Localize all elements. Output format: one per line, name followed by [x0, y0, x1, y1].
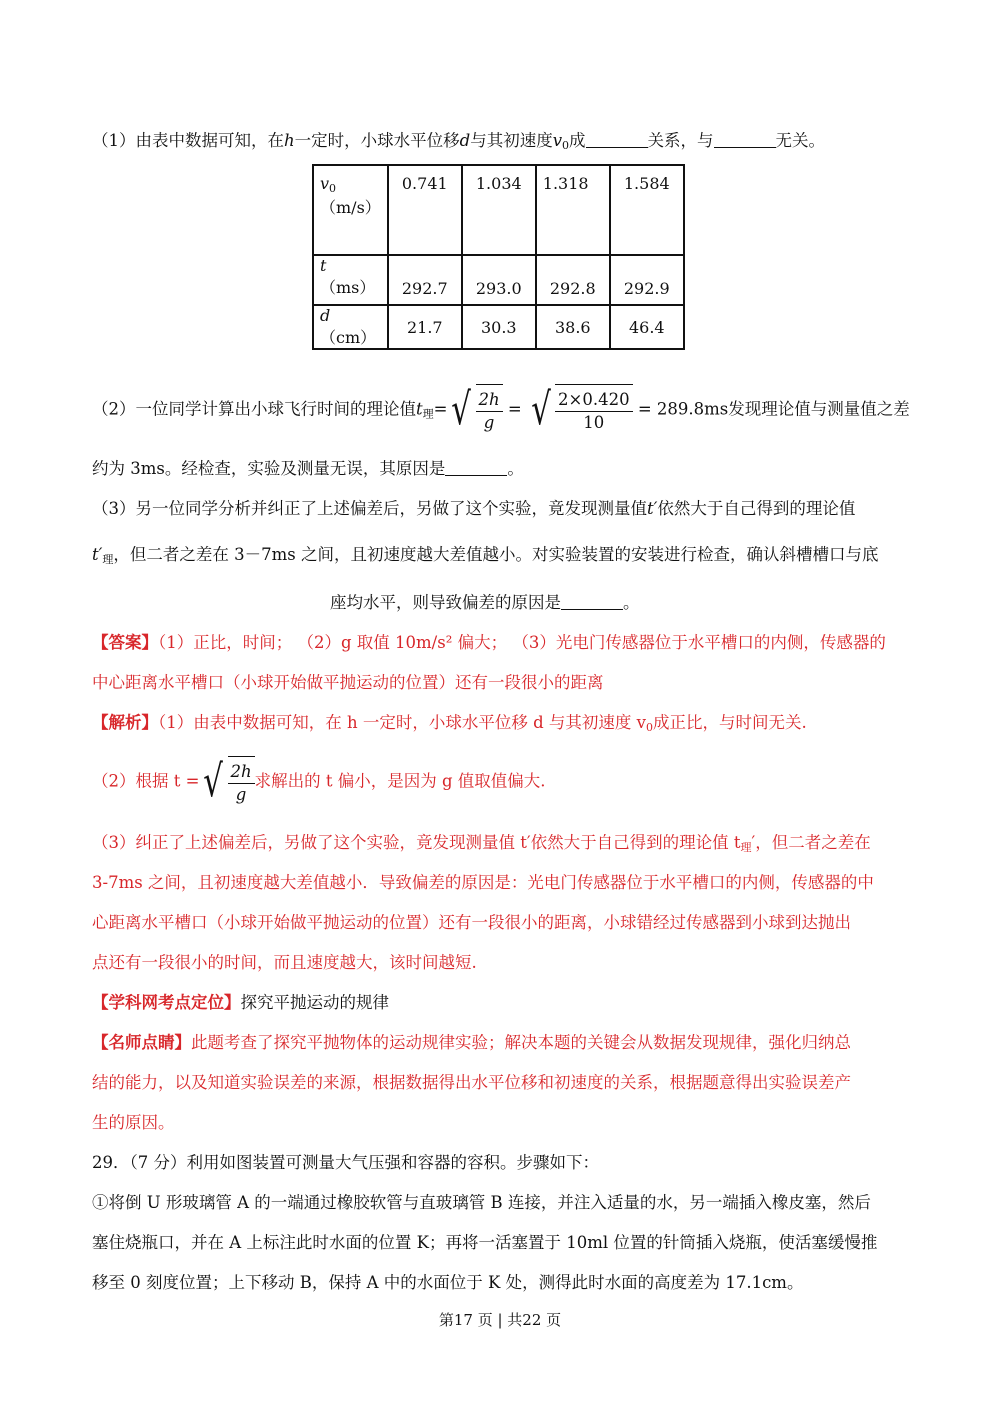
- data-table: [312, 164, 685, 350]
- kaodian-tag: 【学科网考点定位】: [92, 993, 241, 1012]
- answer-line2: 中心距离水平槽口（小球开始做平抛运动的位置）还有一段很小的距离: [92, 673, 604, 692]
- mingshi-line3: 生的原因。: [92, 1113, 175, 1132]
- analysis-line6: 点还有一段很小的时间，而且速度越大，该时间越短.: [92, 953, 477, 972]
- table-cell: 1.318: [536, 165, 610, 255]
- row-header: d（cm）: [313, 305, 388, 349]
- row-header: t（ms）: [313, 255, 388, 305]
- mingshi-tag: 【名师点睛】: [92, 1033, 191, 1052]
- table-cell: 1.584: [610, 165, 684, 255]
- q3-line1: （3）另一位同学分析并纠正了上述偏差后，另做了这个实验，竟发现测量值t′依然大于自己得到的理论值: [92, 499, 856, 518]
- table-cell: 1.034: [462, 165, 536, 255]
- table-cell: 292.9: [610, 255, 684, 305]
- answer-blank: [445, 461, 507, 476]
- table-cell: 21.7: [388, 305, 462, 349]
- q2-line1: （2）一位同学计算出小球飞行时间的理论值$t_理=√$ $\frac{2h}{g}$ = √ $\frac{2\times 0.420}{10}$ = 289.8ms发现理论值与测量值之差: [92, 384, 910, 435]
- table-cell: 292.8: [536, 255, 610, 305]
- mingshi-line1: 【名师点睛】此题考查了探究平抛物体的运动规律实验；解决本题的关键会从数据发现规律，强化归纳总: [92, 1033, 851, 1052]
- q29-line3: 移至 0 刻度位置；上下移动 B，保持 A 中的水面位于 K 处，测得此时水面的高度差为 17.1cm。: [92, 1273, 804, 1292]
- sqrt-formula: √ $\frac{2h}{g}$: [199, 756, 254, 808]
- table-row-v0: [313, 165, 684, 255]
- analysis-line5: 心距离水平槽口（小球开始做平抛运动的位置）还有一段很小的距离，小球错经过传感器到小球到达抛出: [92, 913, 851, 932]
- q1-line: （1）由表中数据可知，在h一定时，小球水平位移d与其初速度$v_0$成 关系，与 无关。: [92, 131, 826, 152]
- analysis-line2: （2）根据 t =√ $\frac{2h}{g}$ 求解出的 t 偏小，是因为 g 值取值偏大.: [92, 756, 546, 807]
- answer-tag: 【答案】: [92, 633, 158, 652]
- table-row-d: [313, 305, 684, 349]
- table-cell: 46.4: [610, 305, 684, 349]
- analysis-line4: 3-7ms 之间，且初速度越大差值越小．导致偏差的原因是：光电门传感器位于水平槽口的内侧，传感器的中: [92, 873, 874, 892]
- table-cell: 293.0: [462, 255, 536, 305]
- q2-line2: 约为 3ms。经检查，实验及测量无误，其原因是 。: [92, 459, 524, 478]
- analysis-line3: （3）纠正了上述偏差后，另做了这个实验，竟发现测量值 t′依然大于自己得到的理论值 $t_理'$，但二者之差在: [92, 833, 871, 854]
- table-row-t: [313, 255, 684, 305]
- q3-line3: 座均水平，则导致偏差的原因是 。: [330, 593, 640, 612]
- table-cell: 38.6: [536, 305, 610, 349]
- page-footer: 第17 页 | 共22 页: [438, 1311, 562, 1329]
- table-cell: 30.3: [462, 305, 536, 349]
- table-cell: 0.741: [388, 165, 462, 255]
- row-header: $v_0(m/s)$: [313, 165, 388, 255]
- q3-line2: $t'_理$，但二者之差在 3－7ms 之间，且初速度越大差值越小。对实验装置的安装进行检查，确认斜槽槽口与底: [92, 545, 879, 566]
- mingshi-line2: 结的能力，以及知道实验误差的来源，根据数据得出水平位移和初速度的关系，根据题意得出实验误差产: [92, 1073, 851, 1092]
- answer-blank: [561, 595, 623, 610]
- sqrt-formula: √ $\frac{2h}{g}$: [447, 384, 502, 436]
- table-cell: 292.7: [388, 255, 462, 305]
- q29-line1: ①将倒 U 形玻璃管 A 的一端通过橡胶软管与直玻璃管 B 连接，并注入适量的水，另一端插入橡皮塞，然后: [92, 1193, 871, 1212]
- q29-title: 29．（7 分）利用如图装置可测量大气压强和容器的容积。步骤如下：: [92, 1153, 599, 1172]
- q29-line2: 塞住烧瓶口，并在 A 上标注此时水面的位置 K；再将一活塞置于 10ml 位置的针筒插入烧瓶，使活塞缓慢推: [92, 1233, 878, 1252]
- answer-blank: [586, 133, 648, 148]
- analysis-line1: 【解析】（1）由表中数据可知，在 h 一定时，小球水平位移 d 与其初速度 $v_0$成正比，与时间无关.: [92, 713, 807, 734]
- kaodian-line: 【学科网考点定位】探究平抛运动的规律: [92, 993, 389, 1012]
- analysis-tag: 【解析】: [92, 713, 158, 732]
- answer-blank: [714, 133, 776, 148]
- sqrt-formula: √ $\frac{2\times 0.420}{10}$: [527, 384, 633, 436]
- answer-line1: 【答案】（1）正比，时间； （2）g 取值 10m/s² 偏大； （3）光电门传感器位于水平槽口的内侧，传感器的: [92, 633, 886, 652]
